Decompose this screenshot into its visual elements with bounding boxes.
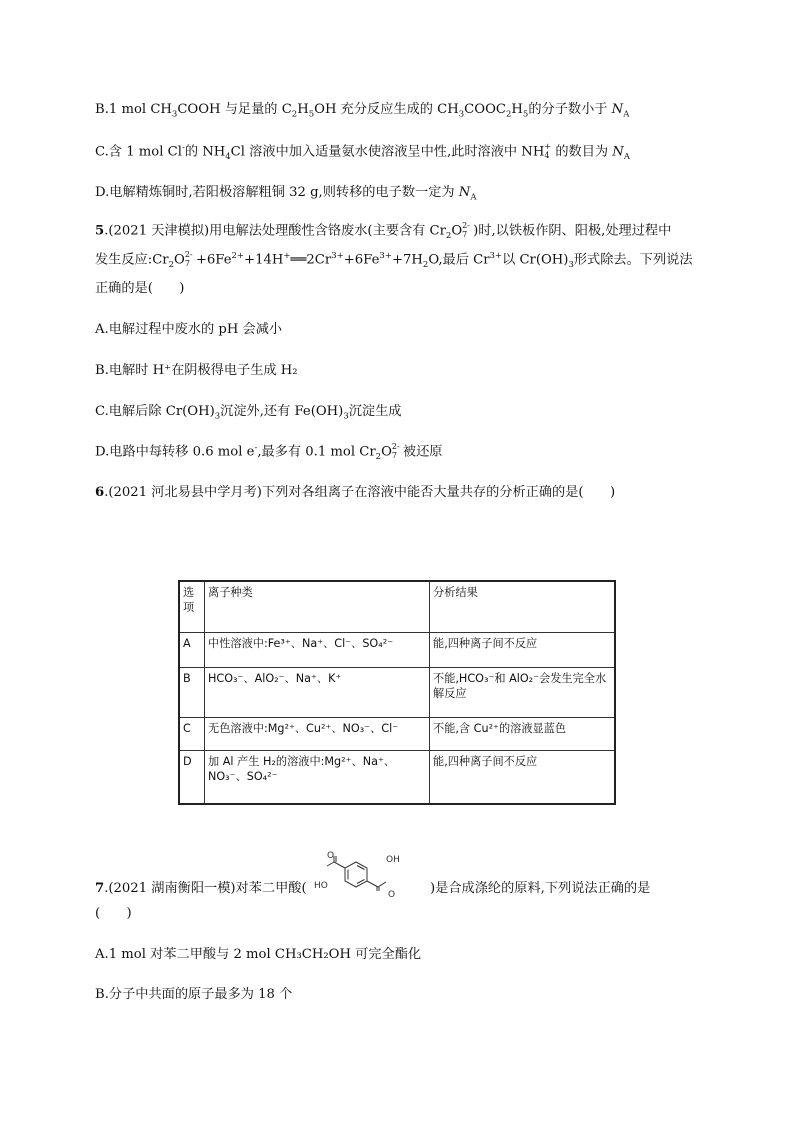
mol-ho-left: HO bbox=[314, 881, 328, 891]
row-option: B bbox=[179, 667, 205, 717]
row-ions: 无色溶液中:Mg²⁺、Cu²⁺、NO₃⁻、Cl⁻ bbox=[205, 717, 430, 750]
q7-option-a: A.1 mol 对苯二甲酸与 2 mol CH₃CH₂OH 可完全酯化 bbox=[95, 947, 422, 962]
q4-option-b: B.1 mol $CH_3COOH$ 与足量的 $C_2H_5OH$ 充分反应生成的 $CH_3COOC_2H_5$的分子数小于 $N_A$ bbox=[95, 102, 630, 120]
q5-stem-line3: 正确的是( ) bbox=[95, 281, 185, 296]
q5-option-c: C.电解后除 $Cr(OH)_3$沉淀外,还有 $Fe(OH)_3$沉淀生成 bbox=[95, 404, 402, 422]
q7-paren: ( ) bbox=[95, 906, 132, 921]
header-ions: 离子种类 bbox=[205, 581, 430, 632]
row-ions: HCO₃⁻、AlO₂⁻、Na⁺、K⁺ bbox=[205, 667, 430, 717]
row-result: 不能,含 Cu²⁺的溶液显蓝色 bbox=[430, 717, 616, 750]
q5-option-d: D.电路中每转移 0.6 mol e-,最多有 0.1 mol $Cr_2O$ 2- 7 被还原 bbox=[95, 442, 443, 463]
row-result: 不能,HCO₃⁻和 AlO₂⁻会发生完全水解反应 bbox=[430, 667, 616, 717]
q4-option-c: C.含 1 mol Cl-的 $NH_4Cl$ 溶液中加入适量氨水使溶液呈中性,此时溶液中 NH + 4 的数目为 $N_A$ bbox=[95, 142, 630, 163]
q7-option-b: B.分子中共面的原子最多为 18 个 bbox=[95, 987, 293, 1002]
row-option: D bbox=[179, 750, 205, 804]
mol-o-bottom-right: O bbox=[388, 890, 396, 898]
header-result: 分析结果 bbox=[430, 581, 616, 632]
table-row bbox=[179, 717, 615, 750]
row-option: C bbox=[179, 717, 205, 750]
q5-stem-line1: 5.(2021 天津模拟)用电解法处理酸性含铬废水(主要含有 $Cr_2O$ 2- 7 )时,以铁板作阴、阳极,处理过程中 bbox=[95, 221, 672, 242]
row-option: A bbox=[179, 632, 205, 667]
q6-stem: 6.(2021 河北易县中学月考)下列对各组离子在溶液中能否大量共存的分析正确的是( ) bbox=[95, 485, 616, 500]
mol-o-top-left: O bbox=[327, 851, 335, 861]
row-result: 能,四种离子间不反应 bbox=[430, 750, 616, 804]
mol-oh-top: OH bbox=[386, 855, 400, 865]
terephthalic-acid-structure bbox=[300, 850, 430, 898]
q7-stem-b: )是合成涤纶的原料,下列说法正确的是 bbox=[430, 881, 651, 896]
header-option: 选项 bbox=[179, 581, 205, 632]
table-row bbox=[179, 750, 615, 804]
q7-stem-a: 7.(2021 湖南衡阳一模)对苯二甲酸( bbox=[95, 881, 307, 896]
q4-option-d: D.电解精炼铜时,若阳极溶解粗铜 32 g,则转移的电子数一定为 $N_A$ bbox=[95, 185, 477, 203]
q5-option-a: A.电解过程中废水的 pH 会减小 bbox=[95, 322, 283, 337]
row-result: 能,四种离子间不反应 bbox=[430, 632, 616, 667]
table-row bbox=[179, 667, 615, 717]
row-ions: 加 Al 产生 H₂的溶液中:Mg²⁺、Na⁺、NO₃⁻、SO₄²⁻ bbox=[205, 750, 430, 804]
table-header-row bbox=[179, 581, 615, 632]
q5-stem-line2: 发生反应$:Cr_2O$ 2- 7 $+6Fe^{2+}+14H^+══2Cr^{3+}+6Fe^{3+}+7H_2O$,最后 $Cr^{3+}$以 $Cr(OH)_3$形式除去。下列说法 bbox=[95, 250, 693, 271]
row-ions: 中性溶液中:Fe³⁺、Na⁺、Cl⁻、SO₄²⁻ bbox=[205, 632, 430, 667]
table-row bbox=[179, 632, 615, 667]
ion-table bbox=[178, 580, 616, 805]
q5-option-b: B.电解时 H⁺在阴极得电子生成 H₂ bbox=[95, 363, 298, 378]
